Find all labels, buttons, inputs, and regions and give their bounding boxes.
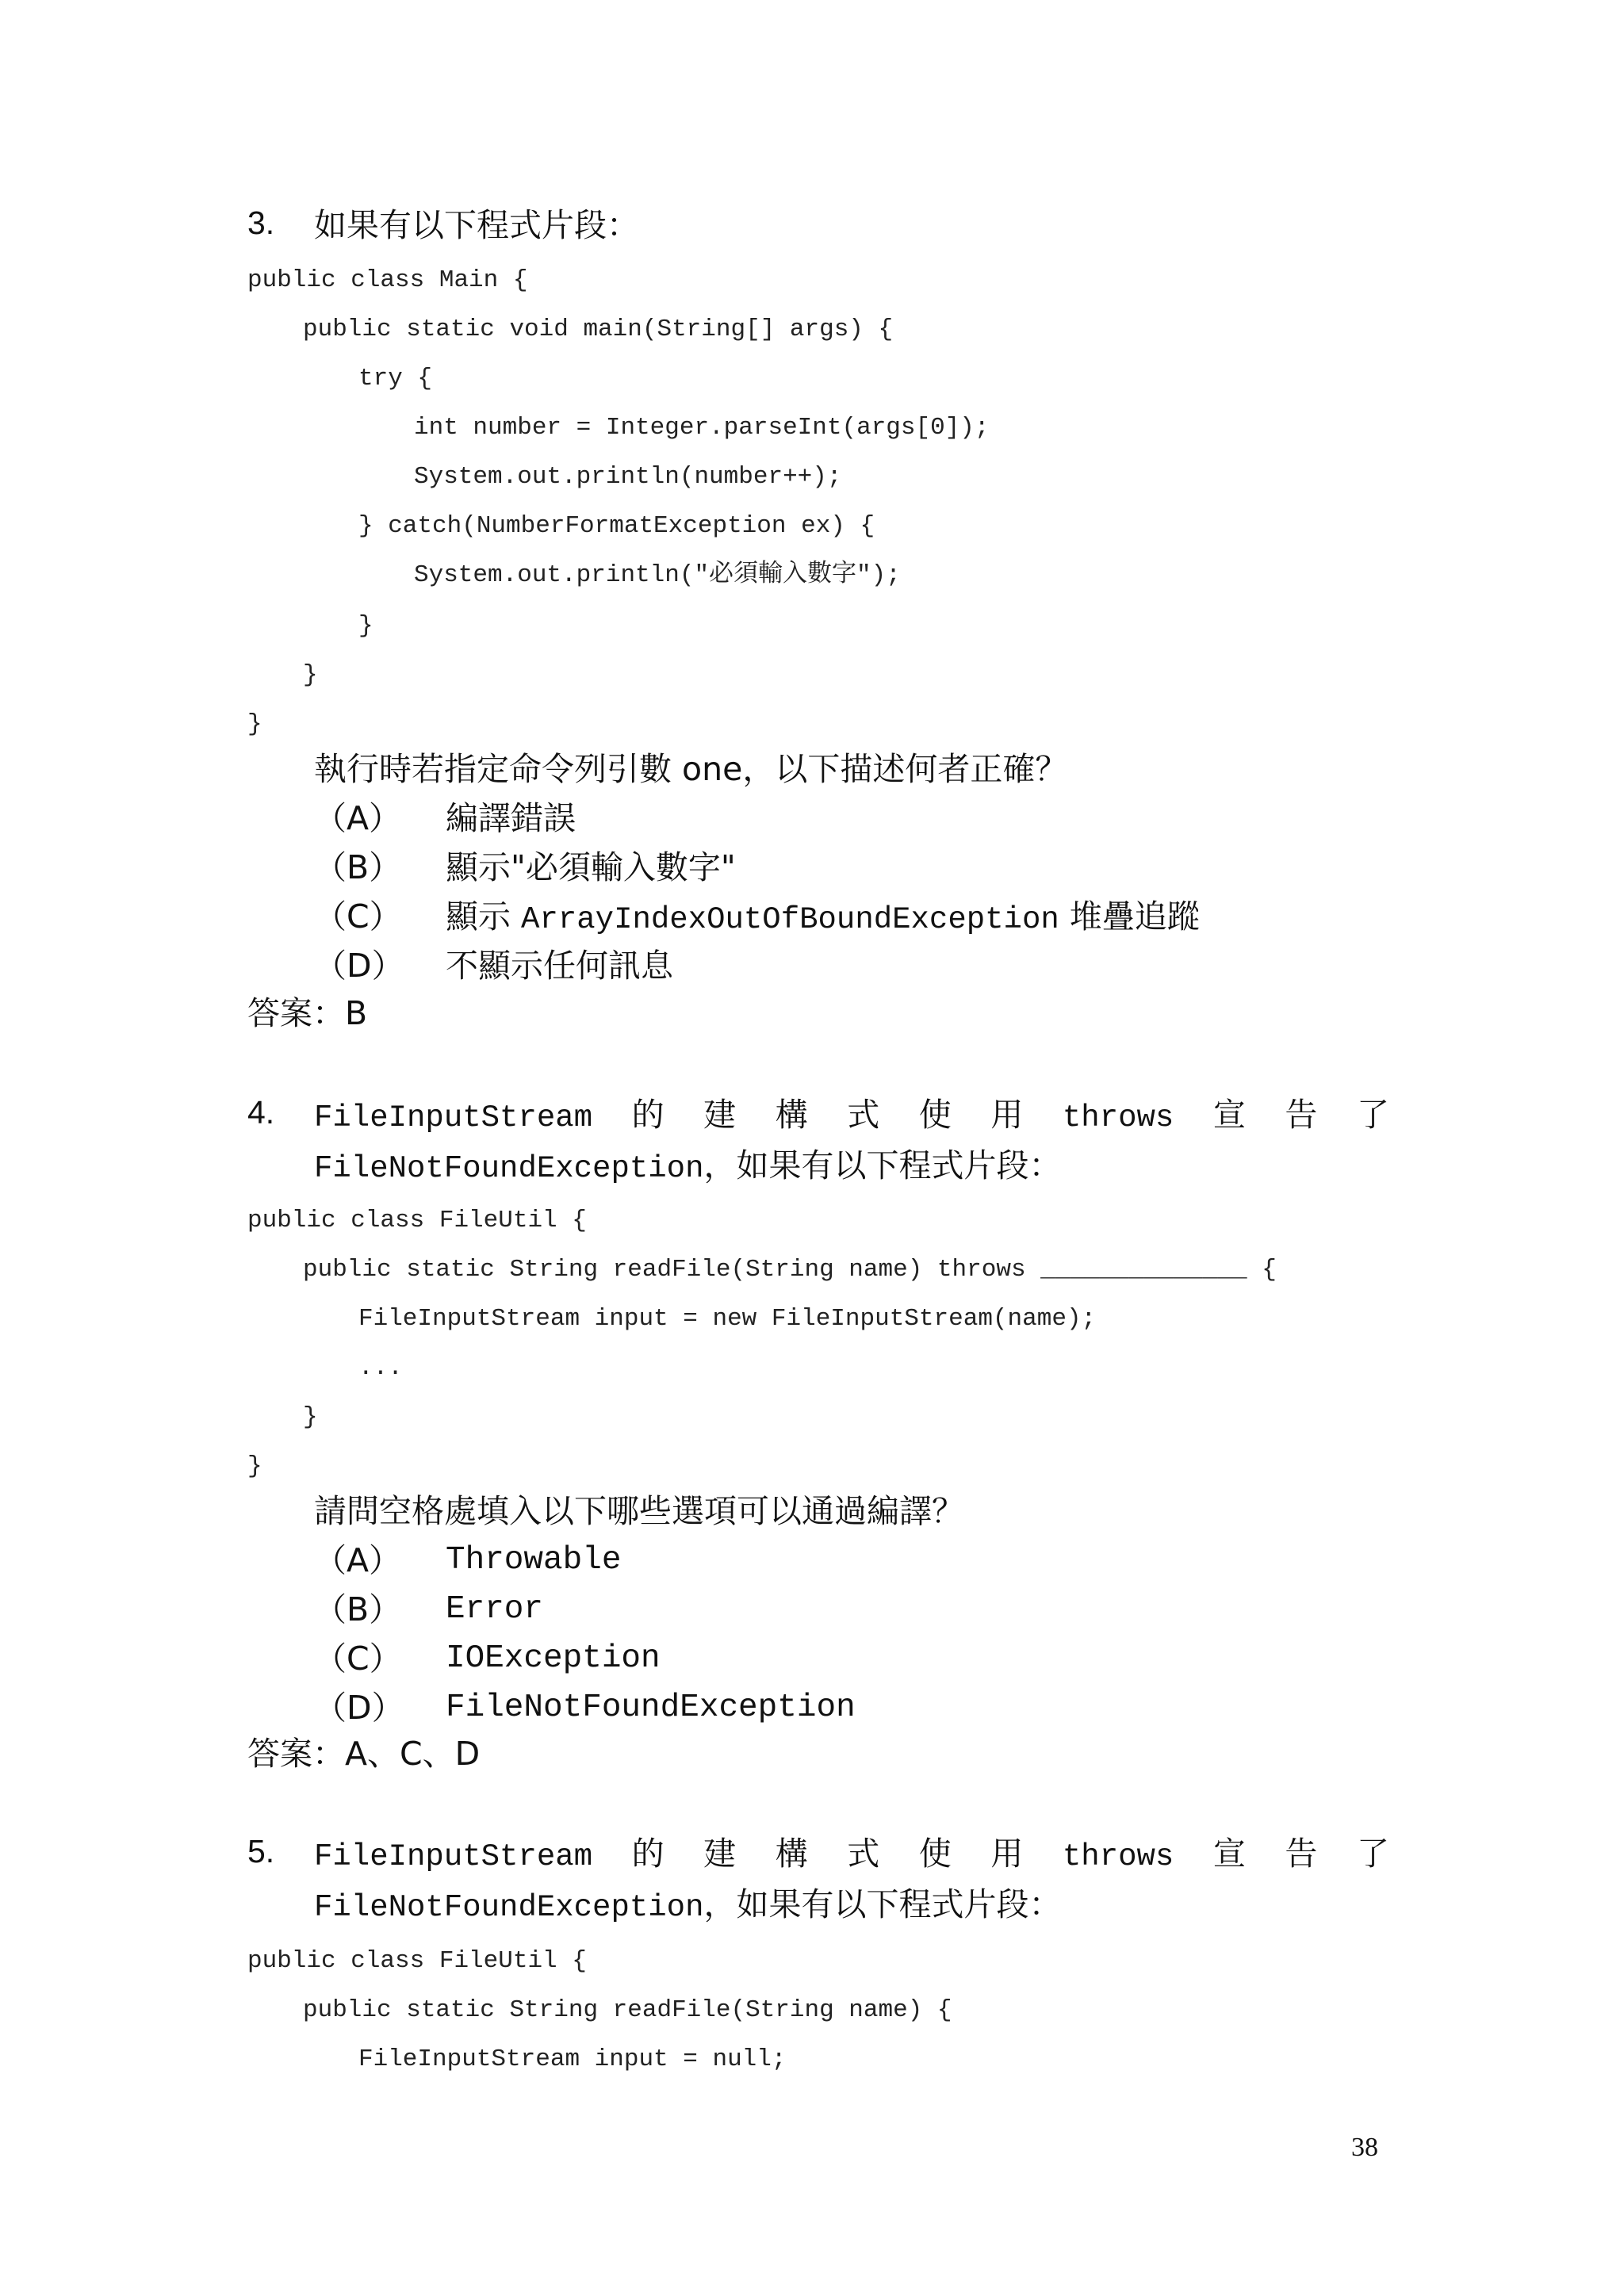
q4-answer: 答案：A、C、D [247,1735,481,1773]
q5-word-11: 了 [1356,1835,1389,1873]
q5-word-5: 式 [847,1835,880,1873]
q3-code-line-10: } [247,710,262,738]
page-number: 38 [1351,2133,1378,2162]
q4-word-11: 了 [1356,1096,1389,1134]
q4-option-a-label: （A） [314,1541,402,1579]
q3-code-line-8: } [358,612,373,640]
q5-word-2: 的 [631,1835,665,1873]
q4-option-c-label: （C） [314,1640,402,1678]
q4-word-6: 使 [918,1096,952,1134]
q3-code-line-6: } catch(NumberFormatException ex) { [358,512,875,540]
q3-code-line-1: public class Main { [247,266,528,294]
q4-word-7: 用 [990,1096,1024,1134]
q5-line2-mono: FileNotFoundException [314,1890,704,1925]
q4-code-line-1: public class FileUtil { [247,1207,587,1234]
q5-word-10: 告 [1285,1835,1318,1873]
q3-option-d-label: （D） [314,947,404,985]
q3-option-c-mono: ArrayIndexOutOfBoundException [521,902,1059,937]
q4-option-d-label: （D） [314,1689,404,1727]
q4-word-5: 式 [847,1096,880,1134]
q5-line2-text: ，如果有以下程式片段： [703,1885,1062,1923]
q4-option-a-text: Throwable [446,1542,622,1578]
q5-word-7: 用 [990,1835,1024,1873]
q5-code-line-3: FileInputStream input = null; [358,2045,787,2073]
q4-code-line-6: } [247,1452,262,1480]
q4-option-c-text: IOException [446,1640,661,1677]
q3-code-line-4: int number = Integer.parseInt(args[0]); [414,414,990,442]
q3-option-d-text: 不顯示任何訊息 [446,947,673,985]
q4-word-4: 構 [775,1096,808,1134]
q5-word-3: 建 [703,1835,737,1873]
q3-option-a-label: （A） [314,799,402,837]
q5-intro-line-2 [314,1884,1061,1928]
q3-prompt: 如果有以下程式片段： [314,206,639,244]
q3-option-c-label: （C） [314,897,402,936]
q5-number: 5. [247,1833,275,1869]
q5-intro-line-1 [314,1833,1389,1877]
q4-word-8: throws [1062,1100,1174,1135]
q4-option-b-text: Error [446,1591,544,1628]
q4-line2-text: ，如果有以下程式片段： [703,1146,1062,1184]
q5-code-line-1: public class FileUtil { [247,1947,587,1975]
q4-line2-mono: FileNotFoundException [314,1151,704,1186]
q4-code-line-3: FileInputStream input = new FileInputStream(name); [358,1305,1097,1333]
q3-option-a-text: 編譯錯誤 [446,799,576,837]
q4-code-line-5: } [303,1403,318,1431]
q4-intro-line-2 [314,1145,1061,1189]
q3-option-c-text [446,896,1200,940]
q4-option-d-text: FileNotFoundException [446,1689,856,1726]
q3-option-b-text: 顯示"必須輸入數字" [446,848,736,886]
q3-option-c-pre: 顯示 [446,897,522,936]
q3-number: 3. [247,205,275,241]
q4-code-line-4: ... [358,1354,403,1382]
q3-code-line-9: } [303,661,318,689]
q4-word-2: 的 [631,1096,665,1134]
q3-code-line-5: System.out.println(number++); [414,463,842,491]
q5-word-4: 構 [775,1835,808,1873]
q4-option-b-label: （B） [314,1590,402,1628]
q4-word-3: 建 [703,1096,737,1134]
q4-word-1: FileInputStream [314,1100,593,1135]
q4-number: 4. [247,1094,275,1131]
q4-code-line-2: public static String readFile(String name) throws ______________ { [303,1256,1277,1284]
q5-word-6: 使 [918,1835,952,1873]
q3-option-c-post: 堆疊追蹤 [1059,897,1200,936]
q4-intro-line-1 [314,1094,1389,1138]
q3-code-line-3: try { [358,365,433,392]
q5-code-line-2: public static String readFile(String name) { [303,1996,952,2024]
q3-answer: 答案：B [247,994,368,1032]
q3-question: 執行時若指定命令列引數 one，以下描述何者正確？ [314,750,1068,788]
q3-code-line-7: System.out.println("必須輸入數字"); [414,561,901,589]
q4-word-10: 告 [1285,1096,1318,1134]
q4-word-9: 宣 [1212,1096,1246,1134]
q3-code-line-2: public static void main(String[] args) { [303,316,894,343]
q5-word-9: 宣 [1212,1835,1246,1873]
q3-option-b-label: （B） [314,848,402,886]
q5-word-8: throws [1062,1839,1174,1874]
q5-word-1: FileInputStream [314,1839,593,1874]
q4-question: 請問空格處填入以下哪些選項可以通過編譯？ [314,1492,964,1530]
